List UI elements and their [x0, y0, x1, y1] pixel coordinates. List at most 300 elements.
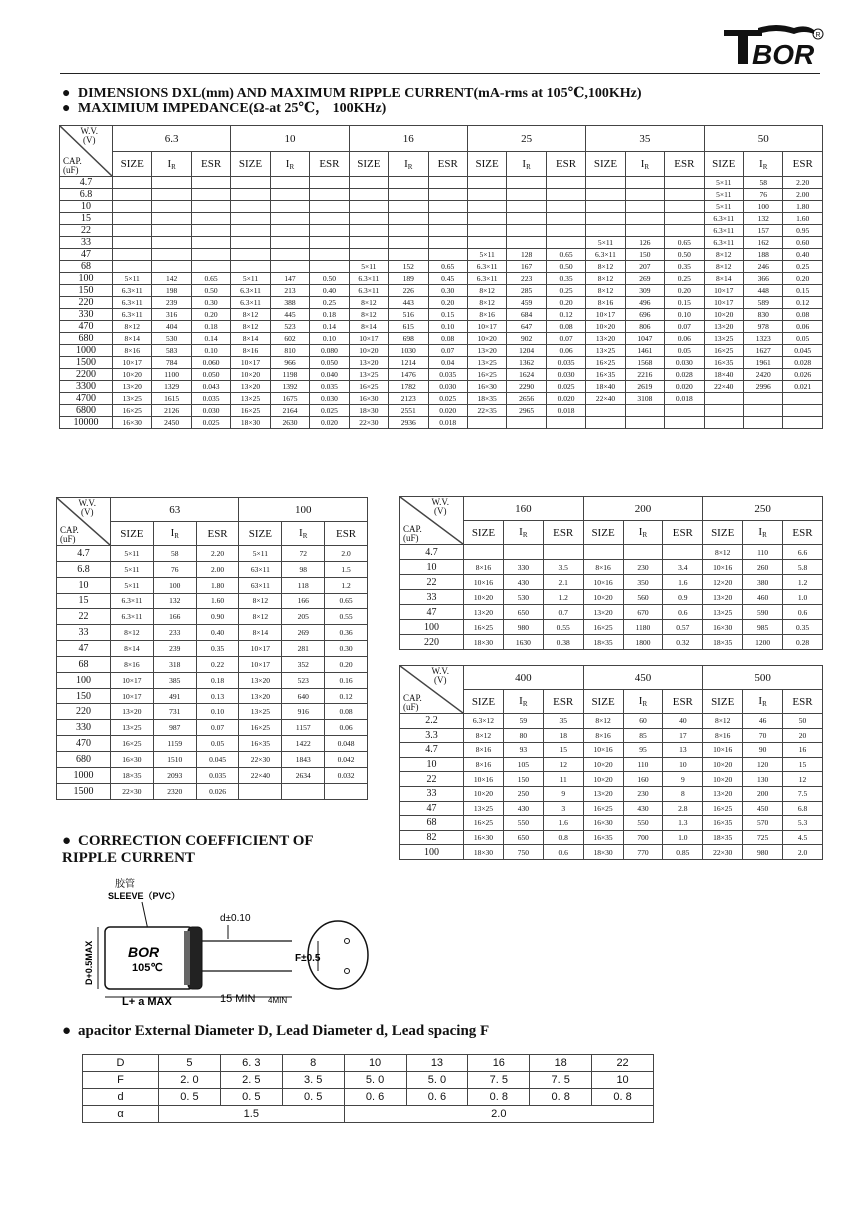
- table-row: [57, 641, 368, 657]
- ripple-cell: [389, 177, 428, 189]
- esr-cell: 0.018: [428, 417, 467, 429]
- size-cell: [586, 213, 625, 225]
- ripple-cell: 2936: [389, 417, 428, 429]
- ripple-cell: 404: [152, 321, 191, 333]
- size-cell: [113, 261, 152, 273]
- heading-dimensions: ● DIMENSIONS DXL(mm) AND MAXIMUM RIPPLE CURRENT(mA-rms at 105℃,100KHz): [62, 86, 642, 101]
- ripple-cell: 2551: [389, 405, 428, 417]
- esr-cell: 0.6: [543, 845, 583, 860]
- capacitance-cell: 22: [60, 225, 113, 237]
- size-cell: 10×20: [704, 309, 743, 321]
- size-cell: 22×35: [467, 405, 506, 417]
- table-row: [400, 714, 823, 729]
- esr-cell: 0.60: [783, 237, 823, 249]
- coef-row: [83, 1055, 654, 1072]
- size-cell: [113, 225, 152, 237]
- table-row: [57, 561, 368, 577]
- sleeve-cn-label: 胶管: [115, 879, 135, 890]
- esr-cell: 0.6: [783, 605, 823, 620]
- capacitance-cell: 15: [57, 593, 111, 609]
- size-cell: 8×12: [704, 249, 743, 261]
- capacitance-cell: 1000: [60, 345, 113, 357]
- ripple-cell: 698: [389, 333, 428, 345]
- ripple-cell: 100: [744, 201, 783, 213]
- esr-cell: 0.8: [543, 830, 583, 845]
- ripple-cell: [152, 189, 191, 201]
- size-cell: 8×16: [231, 345, 270, 357]
- ripple-cell: 1961: [744, 357, 783, 369]
- size-cell: [467, 417, 506, 429]
- ir-letter: I: [519, 695, 523, 707]
- ripple-cell: 110: [623, 757, 663, 772]
- esr-cell: 2.20: [783, 177, 823, 189]
- ripple-cell: 902: [507, 333, 546, 345]
- size-header: SIZE: [113, 152, 152, 177]
- ripple-cell: 523: [282, 672, 325, 688]
- esr-cell: 0.020: [546, 393, 585, 405]
- alpha-row: [83, 1106, 654, 1123]
- esr-cell: 0.028: [783, 357, 823, 369]
- esr-cell: [428, 213, 467, 225]
- ripple-cell: 2450: [152, 417, 191, 429]
- capacitance-cell: 10: [400, 560, 464, 575]
- esr-cell: 0.18: [310, 309, 349, 321]
- size-cell: [349, 177, 388, 189]
- table-row: [60, 417, 823, 429]
- lead-length-label: 15 MIN: [220, 993, 256, 1005]
- ripple-cell: 128: [507, 249, 546, 261]
- ir-letter: I: [758, 526, 763, 538]
- esr-cell: 0.12: [325, 688, 368, 704]
- size-header: SIZE: [703, 521, 743, 545]
- size-cell: 8×12: [586, 261, 625, 273]
- capacitance-cell: 680: [60, 333, 113, 345]
- ir-subscript: R: [644, 162, 650, 171]
- ripple-cell: 150: [625, 249, 664, 261]
- size-cell: 16×35: [586, 369, 625, 381]
- ripple-cell: 560: [623, 590, 663, 605]
- ripple-cell: 233: [153, 625, 196, 641]
- size-cell: 16×25: [231, 405, 270, 417]
- size-cell: 6.3×11: [111, 593, 154, 609]
- size-cell: 13×20: [349, 357, 388, 369]
- ripple-cell: 1843: [282, 751, 325, 767]
- size-cell: [586, 225, 625, 237]
- sleeve-en-label: SLEEVE（PVC）: [108, 891, 181, 901]
- ripple-cell: 95: [623, 743, 663, 758]
- esr-cell: 1.2: [783, 575, 823, 590]
- ripple-cell: 166: [153, 609, 196, 625]
- ripple-cell: 1047: [625, 333, 664, 345]
- wv-text: W.V.: [78, 498, 96, 508]
- size-cell: 10×16: [703, 743, 743, 758]
- coef-cell: 6. 3: [220, 1055, 282, 1072]
- esr-cell: 3.4: [663, 560, 703, 575]
- size-cell: 16×25: [111, 736, 154, 752]
- esr-cell: 1.60: [196, 593, 239, 609]
- esr-cell: 0.035: [546, 357, 585, 369]
- esr-cell: 0.025: [191, 417, 230, 429]
- ripple-cell: 1782: [389, 381, 428, 393]
- size-cell: [231, 225, 270, 237]
- esr-cell: 1.80: [196, 577, 239, 593]
- size-cell: 8×16: [464, 560, 504, 575]
- table-row: [60, 321, 823, 333]
- size-cell: 8×12: [703, 545, 743, 560]
- esr-cell: 0.40: [196, 625, 239, 641]
- ripple-current-header: [743, 690, 783, 714]
- esr-cell: 50: [783, 714, 823, 729]
- logo-text: BOR: [752, 39, 815, 70]
- ripple-cell: 684: [507, 309, 546, 321]
- table-row: [400, 786, 823, 801]
- esr-cell: 0.06: [325, 720, 368, 736]
- ripple-cell: 2996: [744, 381, 783, 393]
- size-cell: 5×11: [704, 189, 743, 201]
- ripple-cell: 72: [282, 546, 325, 562]
- table-row: [57, 783, 368, 799]
- ripple-cell: 1392: [270, 381, 309, 393]
- coef-cell: 0. 5: [159, 1089, 221, 1106]
- coef-row: [83, 1089, 654, 1106]
- ripple-cell: 3108: [625, 393, 664, 405]
- esr-cell: 0.050: [191, 369, 230, 381]
- esr-cell: 0.10: [191, 345, 230, 357]
- size-cell: 13×25: [464, 801, 504, 816]
- ripple-cell: 700: [623, 830, 663, 845]
- ripple-cell: [625, 405, 664, 417]
- esr-cell: 0.06: [665, 333, 704, 345]
- size-cell: 10×20: [231, 369, 270, 381]
- ripple-cell: [389, 237, 428, 249]
- ripple-cell: [152, 249, 191, 261]
- esr-header: ESR: [191, 152, 230, 177]
- esr-cell: 0.25: [546, 285, 585, 297]
- size-cell: 6.3×11: [113, 309, 152, 321]
- size-cell: 13×25: [349, 369, 388, 381]
- alpha-large-value: 2.0: [344, 1106, 653, 1123]
- esr-cell: [428, 177, 467, 189]
- esr-cell: 15: [543, 743, 583, 758]
- esr-cell: 11: [543, 772, 583, 787]
- table-corner-header: [400, 666, 464, 714]
- esr-cell: 0.060: [191, 357, 230, 369]
- capacitance-cell: 2.2: [400, 714, 464, 729]
- capacitance-cell: 10: [400, 757, 464, 772]
- esr-cell: 3.5: [543, 560, 583, 575]
- size-cell: 13×20: [111, 704, 154, 720]
- size-cell: 16×30: [703, 620, 743, 635]
- ripple-cell: 132: [153, 593, 196, 609]
- table-row: [60, 213, 823, 225]
- esr-cell: 1.2: [543, 590, 583, 605]
- esr-cell: 0.22: [196, 656, 239, 672]
- size-header: SIZE: [231, 152, 270, 177]
- size-cell: 13×25: [586, 345, 625, 357]
- ripple-cell: 250: [503, 786, 543, 801]
- table-row: [60, 297, 823, 309]
- size-cell: 16×35: [704, 357, 743, 369]
- size-cell: 13×20: [464, 605, 504, 620]
- capacitance-cell: 4.7: [60, 177, 113, 189]
- size-cell: 8×12: [349, 309, 388, 321]
- size-cell: 10×17: [113, 357, 152, 369]
- esr-cell: 2.0: [325, 546, 368, 562]
- esr-cell: 0.07: [665, 321, 704, 333]
- coef-cell: 10: [592, 1072, 654, 1089]
- ripple-cell: 2619: [625, 381, 664, 393]
- esr-header: ESR: [546, 152, 585, 177]
- esr-cell: 4.5: [783, 830, 823, 845]
- size-cell: 10×20: [703, 772, 743, 787]
- size-cell: 16×35: [583, 830, 623, 845]
- ir-subscript: R: [171, 162, 176, 171]
- size-cell: 22×30: [111, 783, 154, 799]
- voltage-header-10: 10: [231, 126, 349, 152]
- esr-cell: 0.18: [196, 672, 239, 688]
- ir-subscript: R: [174, 532, 179, 540]
- cap-unit: (uF): [63, 165, 79, 175]
- size-cell: 6.3×11: [704, 213, 743, 225]
- size-cell: [113, 201, 152, 213]
- ripple-current-header: [503, 690, 543, 714]
- esr-cell: 6.6: [783, 545, 823, 560]
- capacitance-cell: 47: [400, 801, 464, 816]
- ripple-cell: 2123: [389, 393, 428, 405]
- ripple-cell: 443: [389, 297, 428, 309]
- ripple-current-header: [152, 152, 191, 177]
- ripple-cell: 318: [153, 656, 196, 672]
- capacitance-cell: 6.8: [57, 561, 111, 577]
- esr-cell: [428, 237, 467, 249]
- ripple-cell: 583: [152, 345, 191, 357]
- ripple-current-header: [282, 522, 325, 546]
- capacitance-cell: 150: [60, 285, 113, 297]
- esr-cell: 0.65: [665, 237, 704, 249]
- ripple-current-header: [623, 521, 663, 545]
- esr-cell: 35: [543, 714, 583, 729]
- esr-cell: [191, 249, 230, 261]
- height-label: D+0.5MAX: [84, 940, 94, 985]
- ripple-cell: 980: [743, 845, 783, 860]
- table-row: [57, 593, 368, 609]
- esr-header: ESR: [663, 690, 703, 714]
- esr-cell: 0.30: [325, 641, 368, 657]
- size-cell: 6.3×11: [111, 609, 154, 625]
- esr-cell: 3: [543, 801, 583, 816]
- ripple-cell: 1476: [389, 369, 428, 381]
- ripple-cell: 132: [744, 213, 783, 225]
- coef-cell: 16: [468, 1055, 530, 1072]
- ripple-cell: [625, 225, 664, 237]
- size-header: SIZE: [464, 521, 504, 545]
- size-cell: 18×30: [349, 405, 388, 417]
- esr-cell: [665, 201, 704, 213]
- ripple-cell: [152, 237, 191, 249]
- size-cell: [231, 213, 270, 225]
- esr-cell: [310, 225, 349, 237]
- esr-cell: 2.00: [783, 189, 823, 201]
- esr-cell: 0.030: [310, 393, 349, 405]
- esr-cell: 0.018: [665, 393, 704, 405]
- ripple-cell: 2216: [625, 369, 664, 381]
- esr-cell: [191, 201, 230, 213]
- min4-label: 4MIN: [268, 996, 288, 1005]
- esr-cell: 0.50: [546, 261, 585, 273]
- ripple-current-header: [623, 690, 663, 714]
- esr-cell: 2.8: [663, 801, 703, 816]
- ripple-cell: 90: [743, 743, 783, 758]
- size-cell: 16×30: [111, 751, 154, 767]
- size-cell: 5×11: [111, 577, 154, 593]
- ir-letter: I: [285, 157, 290, 170]
- ripple-cell: 1214: [389, 357, 428, 369]
- coef-cell: 2. 5: [220, 1072, 282, 1089]
- size-cell: 8×12: [239, 593, 282, 609]
- size-cell: 22×40: [704, 381, 743, 393]
- esr-cell: 1.60: [783, 213, 823, 225]
- esr-cell: [428, 201, 467, 213]
- esr-cell: 0.08: [783, 309, 823, 321]
- ir-subscript: R: [762, 700, 767, 708]
- esr-cell: 5.3: [783, 816, 823, 831]
- size-cell: 18×30: [464, 845, 504, 860]
- ripple-cell: 246: [744, 261, 783, 273]
- table-corner-header: [400, 497, 464, 545]
- ripple-cell: 784: [152, 357, 191, 369]
- esr-cell: 40: [663, 714, 703, 729]
- capacitance-cell: 68: [57, 656, 111, 672]
- esr-cell: 0.20: [325, 656, 368, 672]
- ripple-current-header: [270, 152, 309, 177]
- coef-cell: 5. 0: [406, 1072, 468, 1089]
- ir-letter: I: [522, 157, 527, 170]
- size-cell: 8×12: [239, 609, 282, 625]
- coef-cell: 5: [159, 1055, 221, 1072]
- ripple-cell: 640: [282, 688, 325, 704]
- table-row: [60, 177, 823, 189]
- table-row: [400, 545, 823, 560]
- size-cell: 8×16: [464, 743, 504, 758]
- esr-cell: 1.6: [663, 575, 703, 590]
- esr-cell: 0.026: [196, 783, 239, 799]
- ir-subscript: R: [289, 162, 295, 171]
- size-cell: 8×14: [704, 273, 743, 285]
- size-cell: [349, 201, 388, 213]
- ripple-cell: 230: [623, 786, 663, 801]
- ripple-cell: 1510: [153, 751, 196, 767]
- ripple-cell: 430: [623, 801, 663, 816]
- ripple-current-header: [625, 152, 664, 177]
- ripple-cell: 1422: [282, 736, 325, 752]
- esr-cell: 0.90: [196, 609, 239, 625]
- ripple-cell: [625, 201, 664, 213]
- coef-cell: 10: [344, 1055, 406, 1072]
- esr-cell: 0.65: [191, 273, 230, 285]
- esr-cell: 6.8: [783, 801, 823, 816]
- size-cell: 13×25: [231, 393, 270, 405]
- size-cell: 6.3×11: [704, 237, 743, 249]
- table-row: [60, 345, 823, 357]
- ripple-table-63-100v: [56, 497, 368, 800]
- ripple-cell: [152, 225, 191, 237]
- size-cell: [467, 201, 506, 213]
- esr-cell: 0.65: [325, 593, 368, 609]
- esr-cell: [310, 261, 349, 273]
- size-cell: 13×20: [239, 688, 282, 704]
- esr-cell: 0.021: [783, 381, 823, 393]
- esr-cell: [310, 189, 349, 201]
- capacitance-cell: 2200: [60, 369, 113, 381]
- ripple-cell: 430: [503, 575, 543, 590]
- esr-cell: [310, 237, 349, 249]
- capacitance-cell: 220: [57, 704, 111, 720]
- esr-cell: 13: [663, 743, 703, 758]
- capacitance-cell: 4700: [60, 393, 113, 405]
- table-row: [400, 772, 823, 787]
- voltage-header-50: 50: [704, 126, 822, 152]
- table-row: [400, 801, 823, 816]
- ripple-cell: 496: [625, 297, 664, 309]
- esr-cell: 0.026: [783, 369, 823, 381]
- capacitor-dimension-diagram: [60, 875, 400, 1010]
- voltage-header-450: 450: [583, 666, 703, 690]
- size-cell: 13×25: [239, 704, 282, 720]
- size-cell: 5×11: [586, 237, 625, 249]
- capacitance-cell: 3300: [60, 381, 113, 393]
- coef-cell: 5. 0: [344, 1072, 406, 1089]
- esr-cell: 0.35: [665, 261, 704, 273]
- voltage-header-25: 25: [467, 126, 585, 152]
- ripple-cell: 916: [282, 704, 325, 720]
- esr-cell: 0.05: [665, 345, 704, 357]
- size-header: SIZE: [586, 152, 625, 177]
- capacitance-cell: 10: [57, 577, 111, 593]
- ripple-cell: 810: [270, 345, 309, 357]
- esr-cell: 18: [543, 728, 583, 743]
- esr-cell: [428, 225, 467, 237]
- ripple-current-header: [743, 521, 783, 545]
- esr-cell: 0.9: [663, 590, 703, 605]
- ripple-cell: 1362: [507, 357, 546, 369]
- size-cell: 6.3×11: [113, 285, 152, 297]
- size-cell: [467, 225, 506, 237]
- ripple-cell: 1157: [282, 720, 325, 736]
- voltage-header-100: 100: [239, 498, 368, 522]
- size-header: SIZE: [349, 152, 388, 177]
- esr-header: ESR: [663, 521, 703, 545]
- size-cell: 5×11: [231, 273, 270, 285]
- size-cell: 16×30: [113, 417, 152, 429]
- size-cell: 8×16: [111, 656, 154, 672]
- size-cell: 10×16: [583, 743, 623, 758]
- esr-cell: 0.05: [783, 333, 823, 345]
- voltage-header-16: 16: [349, 126, 467, 152]
- ripple-cell: [507, 201, 546, 213]
- esr-cell: 2.1: [543, 575, 583, 590]
- esr-cell: 0.15: [783, 285, 823, 297]
- size-cell: 13×20: [704, 321, 743, 333]
- size-cell: 16×30: [583, 816, 623, 831]
- table-row: [400, 757, 823, 772]
- esr-cell: [325, 783, 368, 799]
- size-cell: 6.3×11: [349, 273, 388, 285]
- ripple-cell: 770: [623, 845, 663, 860]
- ripple-cell: 2320: [153, 783, 196, 799]
- esr-cell: 0.50: [665, 249, 704, 261]
- ripple-cell: 385: [153, 672, 196, 688]
- size-cell: [113, 237, 152, 249]
